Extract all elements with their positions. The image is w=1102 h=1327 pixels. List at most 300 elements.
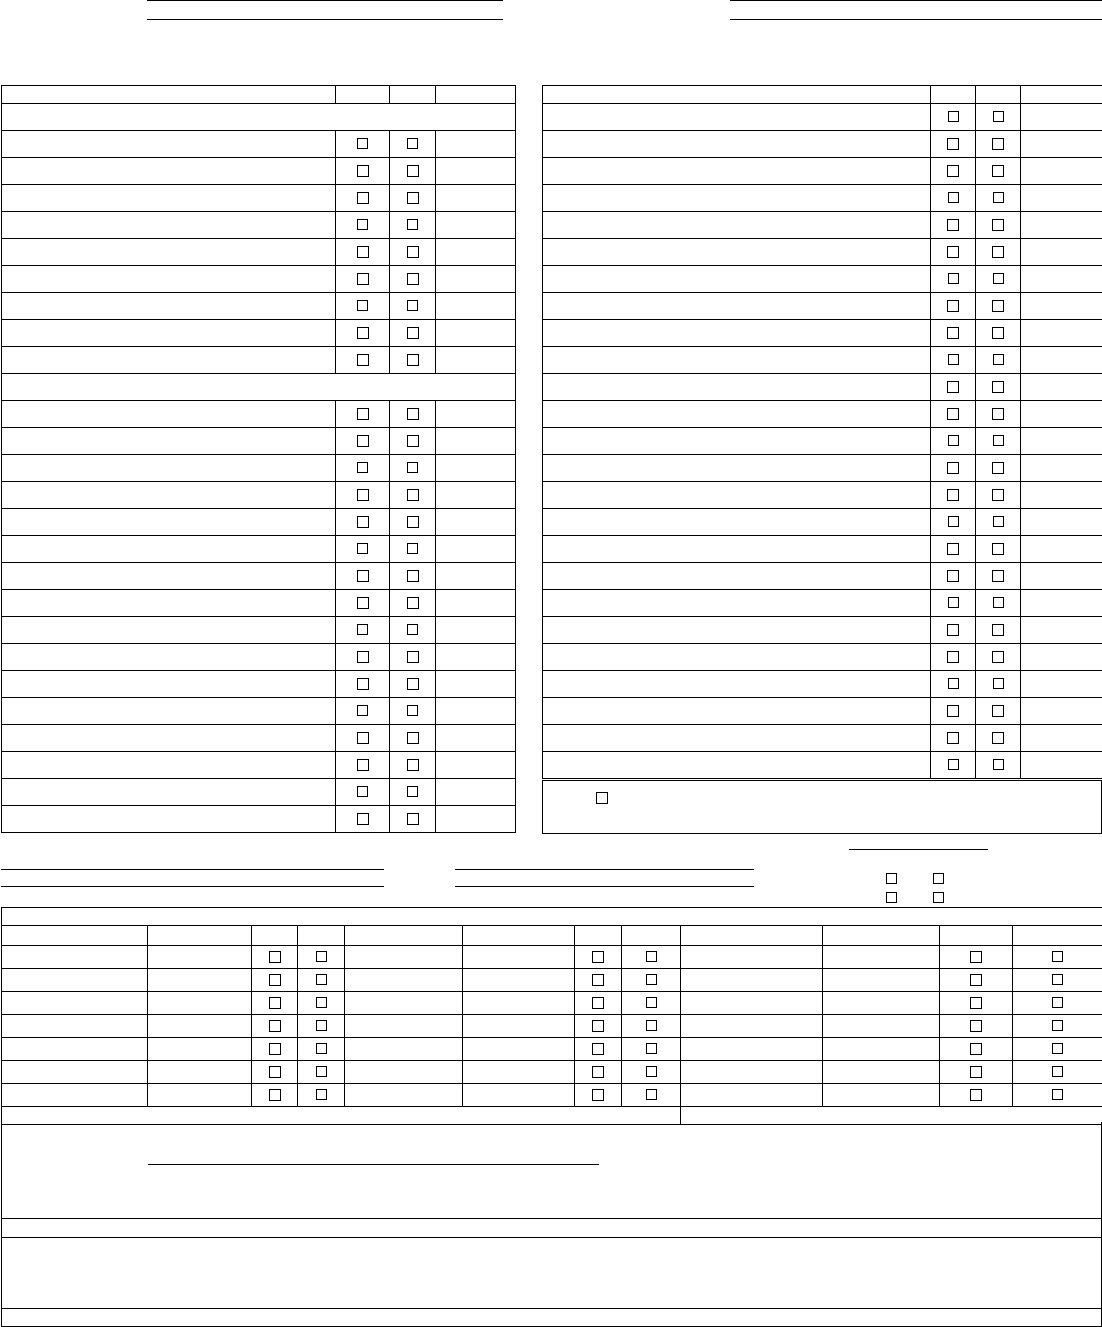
- left-notes-cell[interactable]: [436, 293, 516, 320]
- left-item-label: [2, 482, 336, 509]
- bottom-checkbox[interactable]: [970, 974, 982, 986]
- bottom-input-cell[interactable]: [2, 969, 148, 992]
- left-no-checkbox[interactable]: [407, 408, 419, 420]
- bottom-checkbox[interactable]: [269, 951, 281, 963]
- right-yes-checkbox[interactable]: [947, 732, 959, 744]
- right-notes-cell[interactable]: [1021, 320, 1102, 347]
- right-yes-checkbox[interactable]: [947, 624, 959, 636]
- bottom-grid-table: [1, 907, 1102, 1125]
- right-notes-cell[interactable]: [1021, 671, 1102, 698]
- left-no-checkbox[interactable]: [407, 786, 418, 797]
- bottom-checkbox[interactable]: [970, 951, 982, 963]
- bottom-checkbox[interactable]: [970, 1020, 982, 1032]
- right-yes-checkbox[interactable]: [948, 435, 959, 446]
- bottom-checkbox[interactable]: [316, 1020, 327, 1031]
- bottom-checkbox[interactable]: [1052, 974, 1063, 985]
- left-yes-cell: [336, 131, 390, 158]
- bottom-input-cell[interactable]: [148, 1061, 252, 1084]
- right-no-checkbox[interactable]: [992, 705, 1004, 717]
- right-notes-cell[interactable]: [1021, 698, 1102, 725]
- header-field-2-line[interactable]: [730, 0, 1102, 1]
- bottom-checkbox[interactable]: [970, 1043, 982, 1055]
- bottom-input-cell[interactable]: [345, 1038, 463, 1061]
- right-yes-checkbox[interactable]: [947, 543, 959, 555]
- bottom-input-cell[interactable]: [681, 992, 823, 1015]
- left-yes-checkbox[interactable]: [357, 570, 369, 582]
- right-notes-cell[interactable]: [1021, 158, 1102, 185]
- bottom-input-cell[interactable]: [148, 992, 252, 1015]
- left-yes-checkbox[interactable]: [357, 813, 369, 825]
- left-yes-cell: [336, 158, 390, 185]
- left-notes-cell[interactable]: [436, 347, 516, 374]
- left-no-checkbox[interactable]: [407, 165, 419, 177]
- left-notes-cell[interactable]: [436, 617, 516, 644]
- right-yes-checkbox[interactable]: [947, 408, 959, 420]
- left-no-checkbox[interactable]: [407, 705, 418, 716]
- right-yes-checkbox[interactable]: [948, 111, 959, 122]
- right-notes-cell[interactable]: [1021, 455, 1102, 482]
- right-yes-checkbox[interactable]: [948, 354, 959, 365]
- right-yes-checkbox[interactable]: [947, 489, 959, 501]
- right-notes-cell[interactable]: [1021, 239, 1102, 266]
- right-no-cell: [976, 482, 1021, 509]
- right-item-label: [543, 698, 931, 725]
- bottom-input-cell[interactable]: [2, 946, 148, 969]
- left-no-checkbox[interactable]: [407, 489, 419, 501]
- bottom-input-cell[interactable]: [463, 992, 575, 1015]
- bottom-checkbox[interactable]: [646, 1089, 657, 1100]
- right-no-checkbox[interactable]: [992, 624, 1004, 636]
- bottom-input-cell[interactable]: [681, 1015, 823, 1038]
- right-notes-cell[interactable]: [1021, 104, 1102, 131]
- right-yes-checkbox[interactable]: [947, 570, 959, 582]
- left-item-label: [2, 455, 336, 482]
- right-notes-cell[interactable]: [1021, 536, 1102, 563]
- left-notes-cell[interactable]: [436, 212, 516, 239]
- left-notes-cell[interactable]: [436, 266, 516, 293]
- left-notes-cell[interactable]: [436, 509, 516, 536]
- signature-line-4[interactable]: [455, 886, 754, 887]
- right-yes-checkbox[interactable]: [947, 705, 959, 717]
- bottom-input-cell[interactable]: [823, 1015, 940, 1038]
- right-no-checkbox[interactable]: [992, 489, 1004, 501]
- bottom-input-cell[interactable]: [463, 969, 575, 992]
- left-notes-cell[interactable]: [436, 536, 516, 563]
- right-yes-checkbox[interactable]: [947, 381, 959, 393]
- left-yes-checkbox[interactable]: [357, 624, 368, 635]
- left-row: [2, 779, 516, 806]
- right-no-checkbox[interactable]: [992, 327, 1004, 339]
- bottom-checkbox[interactable]: [316, 1066, 327, 1077]
- right-item-label: [543, 239, 931, 266]
- signature-line-5[interactable]: [849, 849, 988, 850]
- right-row: [543, 320, 1102, 347]
- left-item-label: [2, 320, 336, 347]
- left-yes-checkbox[interactable]: [357, 705, 368, 716]
- right-item-label: [543, 347, 931, 374]
- bottom-input-cell[interactable]: [681, 1084, 823, 1107]
- bottom-input-cell[interactable]: [345, 992, 463, 1015]
- bottom-input-cell[interactable]: [148, 1038, 252, 1061]
- right-no-checkbox[interactable]: [992, 300, 1004, 312]
- left-no-checkbox[interactable]: [407, 678, 419, 690]
- right-no-checkbox[interactable]: [992, 462, 1004, 474]
- left-yes-checkbox[interactable]: [357, 516, 369, 528]
- right-yes-checkbox[interactable]: [948, 192, 959, 203]
- right-yes-checkbox[interactable]: [947, 219, 959, 231]
- left-no-checkbox[interactable]: [407, 435, 419, 447]
- bottom-input-cell[interactable]: [463, 1084, 575, 1107]
- bottom-check-cell: [940, 1015, 1013, 1038]
- bottom-checkbox[interactable]: [269, 1066, 281, 1078]
- header-field-2-underline[interactable]: [730, 19, 1102, 20]
- right-yes-checkbox[interactable]: [948, 678, 959, 689]
- bottom-checkbox[interactable]: [269, 1020, 281, 1032]
- right-no-checkbox[interactable]: [992, 570, 1004, 582]
- left-yes-checkbox[interactable]: [357, 759, 369, 771]
- bottom-checkbox[interactable]: [316, 1089, 327, 1100]
- left-no-checkbox[interactable]: [407, 273, 419, 285]
- bottom-input-cell[interactable]: [681, 1038, 823, 1061]
- bottom-input-cell[interactable]: [823, 1038, 940, 1061]
- right-no-checkbox[interactable]: [992, 381, 1004, 393]
- bottom-checkbox[interactable]: [1052, 1089, 1063, 1100]
- right-notes-cell[interactable]: [1021, 617, 1102, 644]
- left-yes-checkbox[interactable]: [357, 678, 369, 690]
- left-item-label: [2, 239, 336, 266]
- left-notes-cell[interactable]: [436, 644, 516, 671]
- left-header-notes: [436, 86, 516, 104]
- left-row: [2, 293, 516, 320]
- left-no-checkbox[interactable]: [407, 300, 418, 311]
- right-no-checkbox[interactable]: [993, 435, 1004, 446]
- left-no-checkbox[interactable]: [407, 597, 419, 609]
- right-no-checkbox[interactable]: [993, 192, 1004, 203]
- left-no-checkbox[interactable]: [407, 759, 419, 771]
- bottom-input-cell[interactable]: [463, 946, 575, 969]
- bottom-input-cell[interactable]: [345, 1084, 463, 1107]
- right-no-checkbox[interactable]: [992, 732, 1004, 744]
- bottom-checkbox[interactable]: [1052, 1066, 1063, 1077]
- left-yes-checkbox[interactable]: [357, 138, 368, 149]
- right-no-cell: [976, 752, 1021, 779]
- bottom-checkbox[interactable]: [592, 1089, 604, 1101]
- left-notes-cell[interactable]: [436, 563, 516, 590]
- bottom-checkbox[interactable]: [646, 951, 657, 962]
- bottom-input-cell[interactable]: [148, 969, 252, 992]
- bottom-checkbox[interactable]: [316, 974, 327, 985]
- left-no-cell: [390, 401, 436, 428]
- left-yes-checkbox[interactable]: [357, 462, 368, 473]
- right-no-checkbox[interactable]: [992, 165, 1004, 177]
- bottom-input-cell[interactable]: [2, 992, 148, 1015]
- header-field-1-line[interactable]: [147, 0, 503, 1]
- right-notes-cell[interactable]: [1021, 563, 1102, 590]
- left-notes-cell[interactable]: [436, 320, 516, 347]
- bottom-input-cell[interactable]: [823, 969, 940, 992]
- bottom-input-cell[interactable]: [823, 992, 940, 1015]
- right-no-cell: [976, 266, 1021, 293]
- bottom-input-cell[interactable]: [148, 946, 252, 969]
- bottom-checkbox[interactable]: [269, 997, 281, 1009]
- left-no-checkbox[interactable]: [407, 192, 419, 204]
- left-notes-cell[interactable]: [436, 752, 516, 779]
- bottom-check-cell: [940, 992, 1013, 1015]
- left-notes-cell[interactable]: [436, 698, 516, 725]
- right-notes-cell[interactable]: [1021, 590, 1102, 617]
- bottom-checkbox[interactable]: [646, 997, 657, 1008]
- left-notes-cell[interactable]: [436, 779, 516, 806]
- right-no-checkbox[interactable]: [993, 273, 1004, 284]
- right-no-checkbox[interactable]: [992, 219, 1004, 231]
- bottom-checkbox[interactable]: [592, 974, 604, 986]
- left-yes-cell: [336, 725, 390, 752]
- right-item-label: [543, 212, 931, 239]
- right-no-cell: [976, 671, 1021, 698]
- header-field-1-underline[interactable]: [147, 19, 503, 20]
- bottom-checkbox[interactable]: [592, 1020, 604, 1032]
- left-yes-checkbox[interactable]: [357, 192, 369, 204]
- bottom-input-cell[interactable]: [823, 946, 940, 969]
- right-row: [543, 158, 1102, 185]
- right-yes-checkbox[interactable]: [947, 138, 959, 150]
- bottom-checkbox[interactable]: [646, 1066, 657, 1077]
- left-yes-cell: [336, 455, 390, 482]
- right-no-checkbox[interactable]: [992, 138, 1004, 150]
- bottom-checkbox[interactable]: [269, 1043, 281, 1055]
- left-notes-cell[interactable]: [436, 671, 516, 698]
- left-yes-checkbox[interactable]: [357, 219, 368, 230]
- right-no-cell: [976, 617, 1021, 644]
- right-notes-cell[interactable]: [1021, 428, 1102, 455]
- bottom-checkbox[interactable]: [592, 1066, 604, 1078]
- left-yes-checkbox[interactable]: [357, 651, 369, 663]
- left-no-checkbox[interactable]: [407, 516, 419, 528]
- bottom-checkbox[interactable]: [1052, 997, 1063, 1008]
- signature-line-1[interactable]: [1, 869, 384, 870]
- right-notes-cell[interactable]: [1021, 401, 1102, 428]
- right-notes-cell[interactable]: [1021, 374, 1102, 401]
- right-no-checkbox[interactable]: [992, 408, 1004, 420]
- left-no-checkbox[interactable]: [407, 138, 418, 149]
- right-notes-cell[interactable]: [1021, 509, 1102, 536]
- left-row: [2, 401, 516, 428]
- bottom-checkbox[interactable]: [646, 1043, 657, 1054]
- bottom-input-cell[interactable]: [681, 1061, 823, 1084]
- bottom-check-cell: [622, 1015, 681, 1038]
- left-notes-cell[interactable]: [436, 401, 516, 428]
- bottom-input-cell[interactable]: [148, 1084, 252, 1107]
- left-item-label: [2, 212, 336, 239]
- bottom-checkbox[interactable]: [1052, 1043, 1063, 1054]
- left-no-cell: [390, 455, 436, 482]
- right-yes-checkbox[interactable]: [947, 246, 959, 258]
- bottom-input-cell[interactable]: [463, 1061, 575, 1084]
- left-yes-checkbox[interactable]: [357, 300, 368, 311]
- left-row: [2, 347, 516, 374]
- bottom-input-cell[interactable]: [463, 1038, 575, 1061]
- right-notes-cell[interactable]: [1021, 347, 1102, 374]
- left-yes-cell: [336, 347, 390, 374]
- left-notes-cell[interactable]: [436, 185, 516, 212]
- left-notes-cell[interactable]: [436, 131, 516, 158]
- right-notes-cell[interactable]: [1021, 752, 1102, 779]
- left-header-yes: [336, 86, 390, 104]
- bottom-checkbox[interactable]: [592, 951, 604, 963]
- right-notes-cell[interactable]: [1021, 212, 1102, 239]
- left-yes-checkbox[interactable]: [357, 597, 369, 609]
- right-yes-checkbox[interactable]: [947, 165, 959, 177]
- left-yes-checkbox[interactable]: [357, 327, 369, 339]
- right-no-checkbox[interactable]: [993, 111, 1004, 122]
- left-notes-cell[interactable]: [436, 239, 516, 266]
- right-notes-cell[interactable]: [1021, 725, 1102, 752]
- right-no-checkbox[interactable]: [993, 354, 1004, 365]
- right-yes-checkbox[interactable]: [948, 273, 959, 284]
- right-no-checkbox[interactable]: [993, 516, 1004, 527]
- bottom-input-cell[interactable]: [823, 1084, 940, 1107]
- bottom-input-cell[interactable]: [681, 946, 823, 969]
- left-notes-cell[interactable]: [436, 482, 516, 509]
- bottom-input-cell[interactable]: [345, 946, 463, 969]
- left-yes-checkbox[interactable]: [357, 273, 369, 285]
- bottom-check-cell: [940, 1084, 1013, 1107]
- left-no-cell: [390, 698, 436, 725]
- bottom-checkbox[interactable]: [970, 1066, 982, 1078]
- right-row: [543, 509, 1102, 536]
- left-yes-checkbox[interactable]: [357, 786, 368, 797]
- bottom-checkbox[interactable]: [970, 1089, 982, 1101]
- right-yes-checkbox[interactable]: [948, 516, 959, 527]
- bottom-check-cell: [940, 1038, 1013, 1061]
- left-yes-cell: [336, 320, 390, 347]
- bottom-input-cell[interactable]: [681, 969, 823, 992]
- bottom-input-cell[interactable]: [823, 1061, 940, 1084]
- right-no-checkbox[interactable]: [992, 651, 1004, 663]
- right-no-cell: [976, 239, 1021, 266]
- left-no-checkbox[interactable]: [407, 732, 419, 744]
- left-notes-cell[interactable]: [436, 158, 516, 185]
- left-notes-cell[interactable]: [436, 806, 516, 833]
- left-no-checkbox[interactable]: [407, 219, 418, 230]
- left-notes-cell[interactable]: [436, 428, 516, 455]
- signature-line-2[interactable]: [1, 886, 384, 887]
- left-yes-checkbox[interactable]: [357, 489, 369, 501]
- left-yes-checkbox[interactable]: [357, 732, 369, 744]
- bottom-input-cell[interactable]: [463, 1015, 575, 1038]
- right-no-checkbox[interactable]: [993, 678, 1004, 689]
- left-row: [2, 509, 516, 536]
- bottom-input-cell[interactable]: [2, 1015, 148, 1038]
- bottom-input-cell[interactable]: [148, 1015, 252, 1038]
- left-no-checkbox[interactable]: [407, 246, 419, 258]
- left-yes-cell: [336, 509, 390, 536]
- bottom-checkbox[interactable]: [592, 1043, 604, 1055]
- footer-checkbox[interactable]: [596, 792, 608, 804]
- right-no-checkbox[interactable]: [992, 246, 1004, 258]
- bottom-input-cell[interactable]: [2, 1038, 148, 1061]
- bottom-checkbox[interactable]: [592, 997, 604, 1009]
- left-yes-checkbox[interactable]: [357, 246, 369, 258]
- bottom-check-cell: [252, 1015, 298, 1038]
- right-no-checkbox[interactable]: [993, 759, 1004, 770]
- left-no-checkbox[interactable]: [407, 813, 419, 825]
- bottom-input-cell[interactable]: [345, 1015, 463, 1038]
- left-no-checkbox[interactable]: [407, 354, 419, 366]
- left-no-checkbox[interactable]: [407, 543, 418, 554]
- notes-panel[interactable]: [1, 1238, 1102, 1309]
- left-no-checkbox[interactable]: [407, 327, 419, 339]
- right-yes-checkbox[interactable]: [947, 327, 959, 339]
- left-yes-checkbox[interactable]: [357, 354, 369, 366]
- right-notes-cell[interactable]: [1021, 131, 1102, 158]
- option-checkbox-4[interactable]: [933, 892, 944, 903]
- bottom-checkbox[interactable]: [316, 997, 327, 1008]
- left-yes-checkbox[interactable]: [357, 408, 369, 420]
- right-yes-checkbox[interactable]: [948, 759, 959, 770]
- bottom-input-cell[interactable]: [2, 1061, 148, 1084]
- right-no-checkbox[interactable]: [993, 597, 1004, 608]
- bottom-input-cell[interactable]: [345, 1061, 463, 1084]
- bottom-row: [2, 1015, 1102, 1038]
- right-yes-checkbox[interactable]: [947, 300, 959, 312]
- left-row: [2, 239, 516, 266]
- right-no-cell: [976, 698, 1021, 725]
- bottom-checkbox[interactable]: [646, 1020, 657, 1031]
- bottom-checkbox[interactable]: [1052, 951, 1063, 962]
- bottom-checkbox[interactable]: [646, 974, 657, 985]
- left-no-checkbox[interactable]: [407, 624, 418, 635]
- bottom-checkbox[interactable]: [269, 974, 281, 986]
- right-notes-cell[interactable]: [1021, 644, 1102, 671]
- bottom-checkbox[interactable]: [970, 997, 982, 1009]
- bottom-check-cell: [1013, 1038, 1102, 1061]
- right-yes-checkbox[interactable]: [948, 597, 959, 608]
- left-notes-cell[interactable]: [436, 725, 516, 752]
- left-no-checkbox[interactable]: [407, 651, 419, 663]
- right-yes-checkbox[interactable]: [947, 462, 959, 474]
- right-notes-cell[interactable]: [1021, 185, 1102, 212]
- bottom-check-cell: [575, 992, 622, 1015]
- left-notes-cell[interactable]: [436, 590, 516, 617]
- right-notes-cell[interactable]: [1021, 482, 1102, 509]
- left-no-checkbox[interactable]: [407, 570, 419, 582]
- right-notes-cell[interactable]: [1021, 293, 1102, 320]
- left-no-cell: [390, 158, 436, 185]
- right-item-label: [543, 293, 931, 320]
- left-no-checkbox[interactable]: [407, 462, 418, 473]
- bottom-input-cell[interactable]: [345, 969, 463, 992]
- left-yes-checkbox[interactable]: [357, 165, 369, 177]
- right-yes-checkbox[interactable]: [947, 651, 959, 663]
- left-notes-cell[interactable]: [436, 455, 516, 482]
- signature-line-3[interactable]: [455, 869, 754, 870]
- bottom-checkbox[interactable]: [269, 1089, 281, 1101]
- right-notes-cell[interactable]: [1021, 266, 1102, 293]
- option-checkbox-1[interactable]: [886, 873, 897, 884]
- bottom-input-cell[interactable]: [2, 1084, 148, 1107]
- option-checkbox-3[interactable]: [886, 892, 897, 903]
- left-yes-checkbox[interactable]: [357, 435, 369, 447]
- right-no-checkbox[interactable]: [992, 543, 1004, 555]
- bottom-checkbox[interactable]: [1052, 1020, 1063, 1031]
- bottom-header-cell: [463, 926, 575, 946]
- remarks-input-line[interactable]: [148, 1164, 599, 1165]
- bottom-checkbox[interactable]: [316, 951, 327, 962]
- left-yes-checkbox[interactable]: [357, 543, 368, 554]
- option-checkbox-2[interactable]: [933, 873, 944, 884]
- bottom-checkbox[interactable]: [316, 1043, 327, 1054]
